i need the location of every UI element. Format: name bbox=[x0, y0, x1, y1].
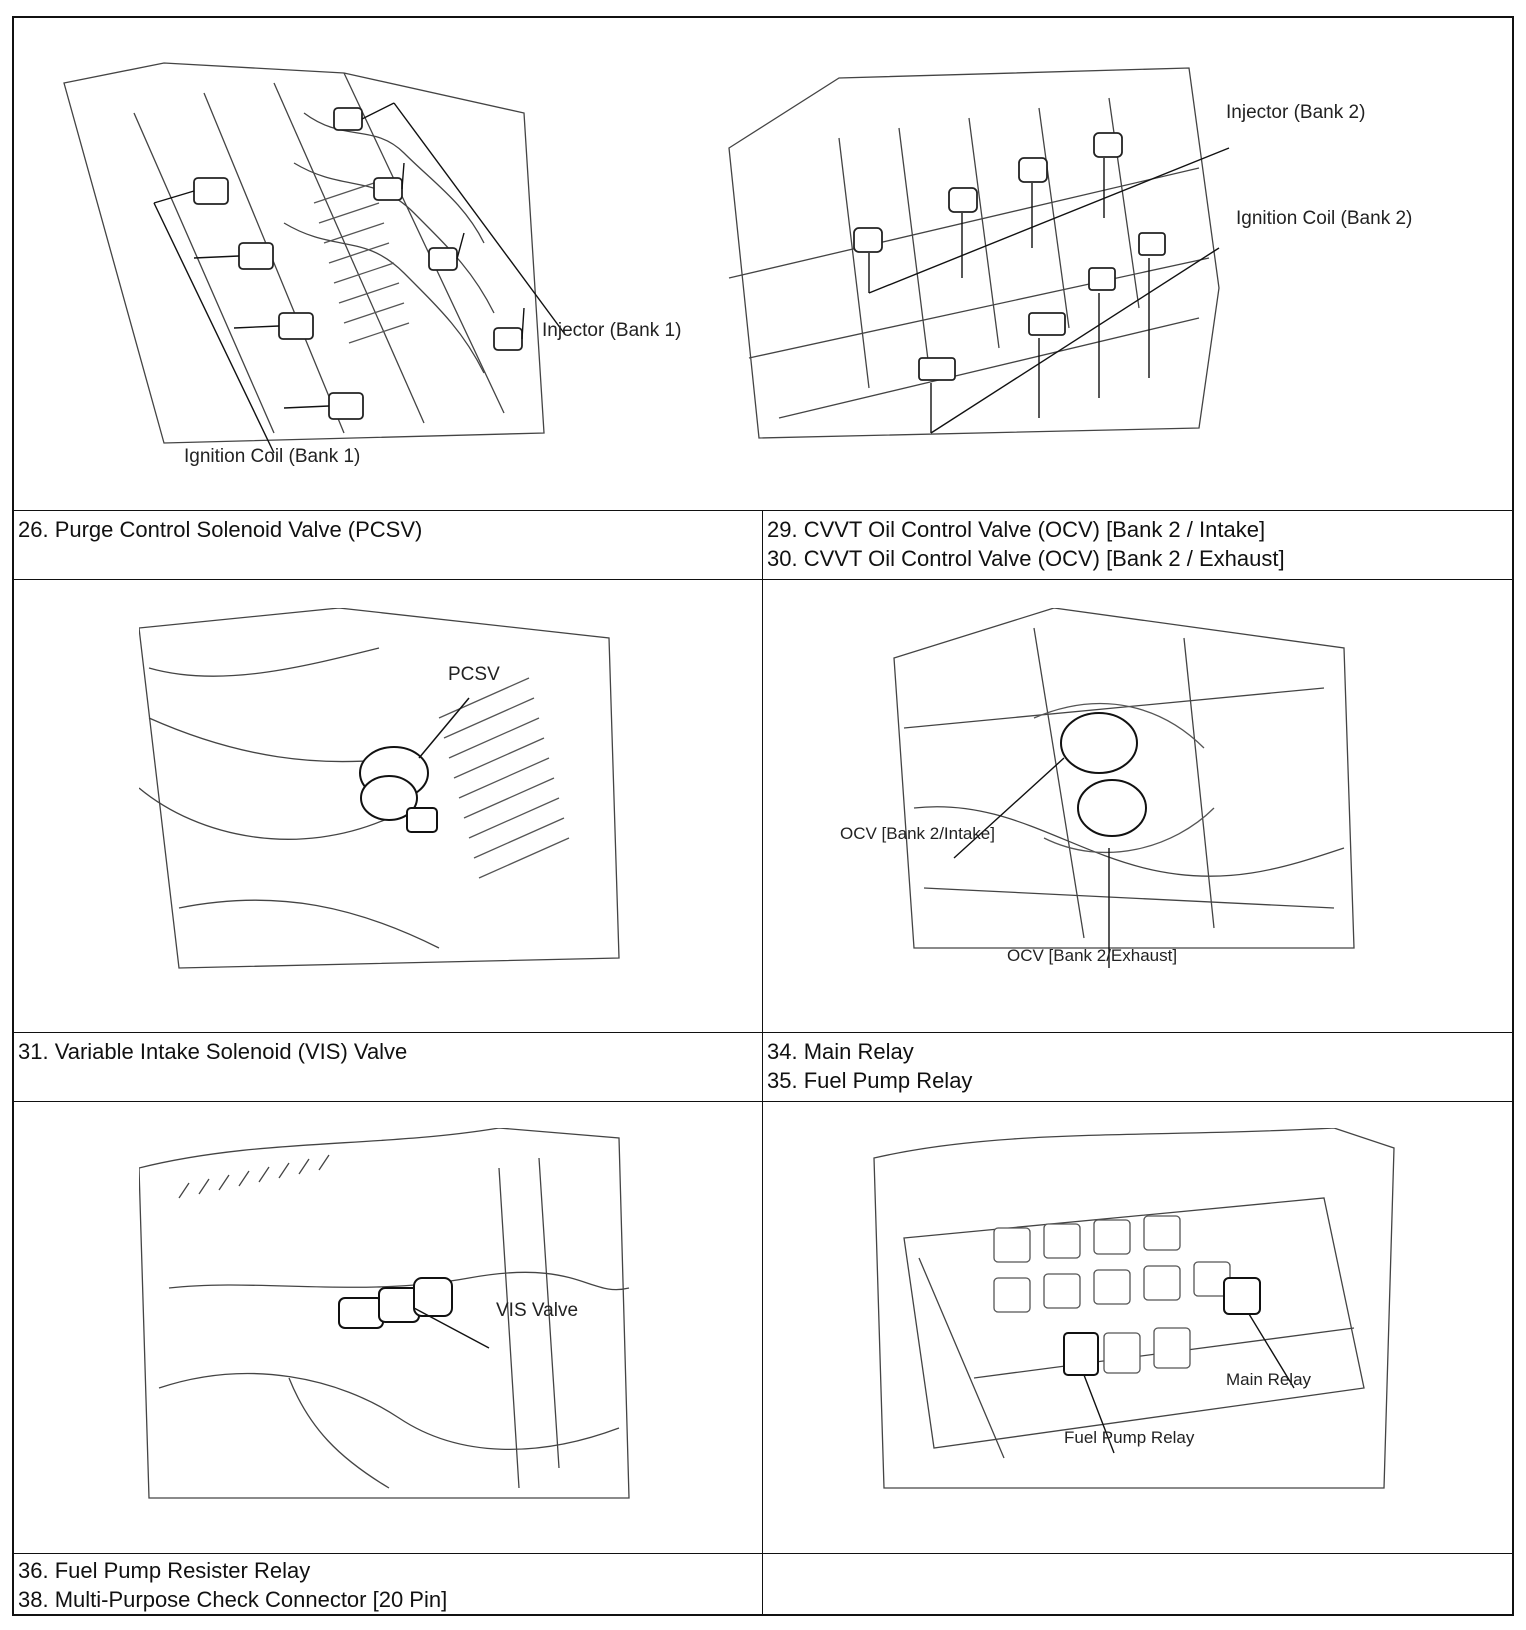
ignition-coil-bank2-label: Ignition Coil (Bank 2) bbox=[1236, 208, 1413, 229]
ignition-coil-bank1-label: Ignition Coil (Bank 1) bbox=[184, 446, 361, 467]
caption-ocv bbox=[767, 515, 1285, 573]
caption-line: 35. Fuel Pump Relay bbox=[767, 1068, 973, 1093]
ocv-intake-label: OCV [Bank 2/Intake] bbox=[840, 824, 995, 843]
ocv-exhaust-label: OCV [Bank 2/Exhaust] bbox=[1007, 946, 1178, 965]
caption-line: 36. Fuel Pump Resister Relay bbox=[18, 1558, 311, 1583]
caption-fuel-pump-resister bbox=[18, 1556, 447, 1614]
relay-box-drawing bbox=[854, 1128, 1414, 1508]
caption-pcsv bbox=[18, 515, 422, 544]
caption-line: 30. CVVT Oil Control Valve (OCV) [Bank 2 / Exhaust] bbox=[767, 546, 1285, 571]
caption-line: 26. Purge Control Solenoid Valve (PCSV) bbox=[18, 517, 423, 542]
caption-relays bbox=[767, 1037, 972, 1095]
vis-valve-label: VIS Valve bbox=[496, 1300, 579, 1321]
diagram-table bbox=[12, 16, 1514, 1616]
caption-line: 31. Variable Intake Solenoid (VIS) Valve bbox=[18, 1039, 408, 1064]
engine-drawing-bank2 bbox=[719, 58, 1239, 458]
main-relay-label: Main Relay bbox=[1226, 1370, 1312, 1389]
table-rule bbox=[14, 579, 1512, 580]
engine-drawing-bank1 bbox=[44, 53, 564, 453]
fuel-pump-relay-label: Fuel Pump Relay bbox=[1064, 1428, 1195, 1447]
caption-line: 38. Multi-Purpose Check Connector [20 Pin] bbox=[18, 1587, 448, 1612]
table-rule bbox=[14, 1101, 1512, 1102]
table-column-divider bbox=[762, 510, 763, 1616]
table-rule bbox=[14, 1032, 1512, 1033]
caption-line: 34. Main Relay bbox=[767, 1039, 914, 1064]
pcsv-label: PCSV bbox=[448, 664, 500, 685]
table-rule bbox=[14, 1553, 1512, 1554]
injector-bank2-label: Injector (Bank 2) bbox=[1226, 102, 1366, 123]
table-rule bbox=[14, 510, 1512, 511]
injector-bank1-label: Injector (Bank 1) bbox=[542, 320, 682, 341]
caption-vis bbox=[18, 1037, 407, 1066]
ocv-drawing bbox=[884, 608, 1364, 968]
caption-line: 29. CVVT Oil Control Valve (OCV) [Bank 2 / Intake] bbox=[767, 517, 1266, 542]
pcsv-drawing bbox=[139, 608, 639, 978]
